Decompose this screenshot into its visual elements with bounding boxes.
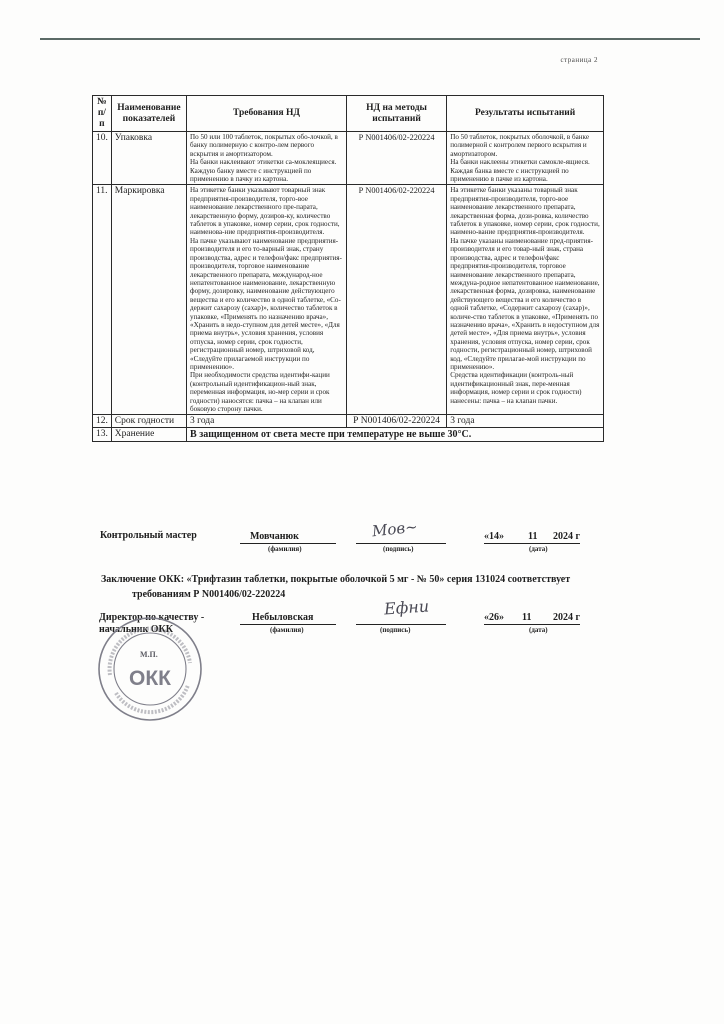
signature-caption: (подпись) [380,626,411,634]
storage-conditions: В защищенном от света месте при температуре не выше 30°С. [187,428,604,442]
row-name: Хранение [111,428,186,442]
header-results: Результаты испытаний [447,96,604,132]
row-name: Маркировка [111,185,186,415]
master-signature: Мов~ [371,517,419,541]
master-year: 2024 г [553,531,581,542]
table-header-row [93,96,604,132]
director-month: 11 [522,612,532,623]
header-requirements: Требования НД [187,96,347,132]
master-day: «14» [484,531,504,542]
header-num: № п/п [93,96,112,132]
row-results [447,132,604,185]
res-paragraph: Каждая банка вместе с инструкцией по применению в пачке из картона. [450,166,569,184]
director-label-line-2: начальник ОКК [99,624,174,635]
master-month: 11 [528,531,538,542]
date-underline [484,543,580,544]
director-signature: Ефни [383,596,430,619]
director-year: 2024 г [553,612,581,623]
res-paragraph: На этикетке банки указаны товарный знак предприятия-производителя, торго-вое наименование лекарственного препарата, лекарственная форма, дози-ровка, количество таблеток в упаковке, номер серии, срок годности, наимено-вание предприятия-производителя. [450,186,600,237]
row-results: 3 года [447,415,604,428]
res-paragraph: По 50 таблеток, покрытых оболочкой, в банке полимерной с контролем первого вскрытия и амортизатором. [450,133,589,158]
header-name: Наименование показателей [111,96,186,132]
row-requirements [187,185,347,415]
res-paragraph: Средства идентификации (контроль-ный идентификационный знак, пере-менная информация, номер серии и срок годности) нанесены: пачка – на клапан пачки. [450,371,582,405]
date-caption: (дата) [529,545,548,553]
req-paragraph: При необходимости средства идентифи-кации (контрольный идентификацион-ный знак, переменная информация, но-мер серии и срок годности) наносятся: пачка – на клапан или боковую сторону пачки. [190,371,330,413]
res-paragraph: На банки наклеены этикетки самокле-ящиеся. [450,158,590,167]
director-label-line-1: Директор по качеству - [99,612,205,623]
res-paragraph: На пачке указаны наименование пред-приятия-производителя и его товар-ный знак, страна производства, адрес и телефон/факс предприятия-производителя, торговое наименование лекарственного препарата, междуна-родное непатентованное наименование, лекарственная форма, дозировка, наименование действующего вещества и его количество в одной таблетке, «Содержит сахарозу (сахар)», количе-ство таблеток в упаковке, «Применять по назначению врача», «Хранить в недоступном для детей месте», «Для приема внутрь», условия хранения, условия отпуска, номер серии, срок годности, регистрационный номер, штриховой код, «Следуйте прилагае-мой инструкции по применению». [450,236,600,371]
table-row [93,415,604,428]
row-method: Р N001406/02-220224 [346,415,446,428]
signature-underline [356,543,446,544]
stamp-okk: ОКК [129,667,171,690]
director-day: «26» [484,612,504,623]
conclusion-line-2: требованиям Р N001406/02-220224 [132,589,286,600]
req-paragraph: По 50 или 100 таблеток, покрытых обо-лочкой, в банку полимерную с контро-лем первого вскрытия и амортизатором. [190,133,338,158]
header-test-methods: НД на методы испытаний [346,96,446,132]
row-method: Р N001406/02-220224 [346,185,446,415]
okk-stamp-icon [96,615,204,723]
req-paragraph: На пачке указывают наименование предприятия-производителя и его то-варный знак, страну производства, адрес и телефон/факс предприятия-производителя, торговое наименование лекарственного препарата, международ-ное непатентованное наименование, лекарственную форму, дозировку, наименование действующего вещества и его количество в одной таблетке, «Со-держит сахарозу (сахар)», количество таблеток в упаковке, «Применять по назначению врача», «Хранить в недо-ступном для детей месте», «Для приема внутрь», условия хранения, условия отпуска, номер серии, срок годности, регистрационный номер, штриховой код, «Следуйте прилагаемой инструкции по применению». [190,236,342,371]
row-results [447,185,604,415]
row-name: Срок годности [111,415,186,428]
surname-caption: (фамилия) [270,626,304,634]
director-surname: Небыловская [252,612,314,623]
req-paragraph: На этикетке банки указывают товарный знак предприятия-производителя, торго-вое наименование лекарственного пре-парата, лекарственную форму, дозиров-ку, количество таблеток в упаковке, номер серии, срок годности, наименова-ние предприятия-производителя. [190,186,340,237]
table-row [93,132,604,185]
row-num: 13. [93,428,112,442]
row-num: 10. [93,132,112,185]
table-row [93,428,604,442]
master-label: Контрольный мастер [100,530,197,541]
surname-underline [240,543,336,544]
signature-caption: (подпись) [383,545,414,553]
row-name: Упаковка [111,132,186,185]
page-number: страница 2 [560,56,598,64]
row-num: 11. [93,185,112,415]
top-rule [40,38,700,40]
req-paragraph: Каждую банку вместе с инструкцией по применению в пачку из картона. [190,166,312,184]
table-row [93,185,604,415]
date-underline [484,624,580,625]
row-requirements [187,132,347,185]
signature-underline [356,624,446,625]
conclusion-line-1: Заключение ОКК: «Трифтазин таблетки, покрытые оболочкой 5 мг - № 50» серия 131024 соответствует [101,574,571,585]
row-requirements: 3 года [187,415,347,428]
test-results-table [92,95,604,442]
row-method: Р N001406/02-220224 [346,132,446,185]
surname-caption: (фамилия) [268,545,302,553]
surname-underline [240,624,336,625]
row-num: 12. [93,415,112,428]
stamp-mp: М.П. [140,650,158,659]
master-surname: Мовчанюк [250,531,299,542]
req-paragraph: На банки наклеивают этикетки са-моклеящиеся. [190,158,337,167]
date-caption: (дата) [529,626,548,634]
